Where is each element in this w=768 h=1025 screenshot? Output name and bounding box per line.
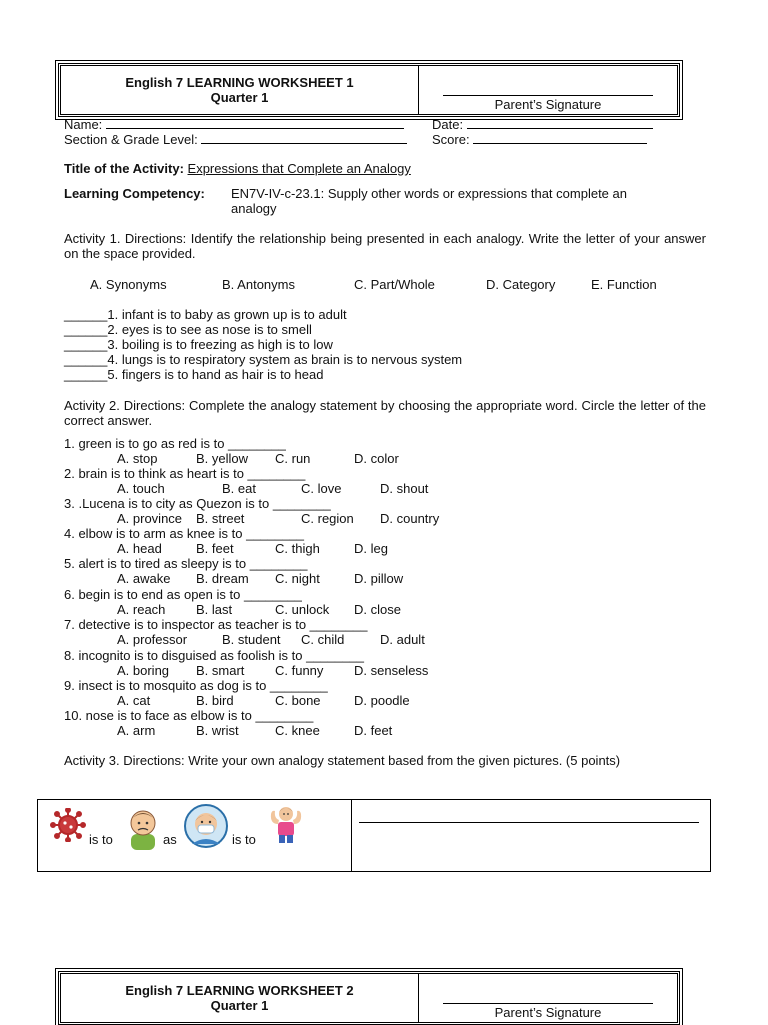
- masked-person-icon: [184, 804, 228, 848]
- option[interactable]: A. reach: [117, 602, 166, 617]
- option[interactable]: A. professor: [117, 632, 188, 647]
- section-field[interactable]: [64, 131, 407, 147]
- option[interactable]: D. feet: [354, 723, 393, 738]
- question-6: 6. begin is to end as open is to ________: [64, 587, 302, 602]
- activity1-item[interactable]: ______2. eyes is to see as nose is to smell: [64, 322, 312, 337]
- activity1-item[interactable]: ______5. fingers is to hand as hair is to head: [64, 367, 324, 382]
- competency-value-1: EN7V-IV-c-23.1: Supply other words or expressions that complete an: [231, 186, 627, 201]
- choice-e: E. Function: [591, 277, 657, 292]
- as-label: as: [163, 832, 177, 847]
- name-line[interactable]: [106, 116, 404, 129]
- option[interactable]: A. cat: [117, 693, 151, 708]
- date-line[interactable]: [467, 116, 653, 129]
- section-label: Section & Grade Level:: [64, 132, 198, 147]
- question-3: 3. .Lucena is to city as Quezon is to ________: [64, 496, 331, 511]
- choice-b: B. Antonyms: [222, 277, 295, 292]
- option[interactable]: A. awake: [117, 571, 171, 586]
- option[interactable]: C. love: [301, 481, 342, 496]
- question-10: 10. nose is to face as elbow is to ________: [64, 708, 314, 723]
- option[interactable]: B. dream: [196, 571, 249, 586]
- quarter-label: Quarter 1: [210, 90, 269, 105]
- question-1: 1. green is to go as red is to ________: [64, 436, 286, 451]
- option[interactable]: A. province: [117, 511, 183, 526]
- activity2-directions: Activity 2. Directions: Complete the analogy statement by choosing the appropriate word. Circle the letter of the correct answer.: [64, 398, 706, 428]
- activity-title-label: Title of the Activity:: [64, 161, 184, 176]
- strong-person-icon: [266, 802, 306, 844]
- option[interactable]: B. street: [196, 511, 245, 526]
- option[interactable]: C. knee: [275, 723, 320, 738]
- worksheet-title: English 7 LEARNING WORKSHEET 1: [125, 75, 354, 90]
- option[interactable]: A. boring: [117, 663, 170, 678]
- signature-label: Parent’s Signature: [494, 1005, 602, 1020]
- question-8: 8. incognito is to disguised as foolish is to ________: [64, 648, 364, 663]
- option[interactable]: C. thigh: [275, 541, 320, 556]
- score-field[interactable]: [432, 131, 647, 147]
- activity1-item[interactable]: ______1. infant is to baby as grown up is to adult: [64, 307, 347, 322]
- option[interactable]: D. adult: [380, 632, 425, 647]
- option[interactable]: D. shout: [380, 481, 429, 496]
- activity-title-value: Expressions that Complete an Analogy: [187, 161, 411, 176]
- option[interactable]: A. stop: [117, 451, 158, 466]
- activity1-item[interactable]: ______4. lungs is to respiratory system as brain is to nervous system: [64, 352, 463, 367]
- header-title-cell: [61, 66, 419, 114]
- is-to-label-2: is to: [232, 832, 256, 847]
- signature-line: [443, 95, 653, 96]
- question-2: 2. brain is to think as heart is to ________: [64, 466, 306, 481]
- competency-value-2: analogy: [231, 201, 277, 216]
- worksheet-title: English 7 LEARNING WORKSHEET 2: [125, 983, 354, 998]
- signature-line: [443, 1003, 653, 1004]
- signature-label: Parent’s Signature: [494, 97, 602, 112]
- question-9: 9. insect is to mosquito as dog is to ________: [64, 678, 328, 693]
- option[interactable]: D. leg: [354, 541, 388, 556]
- option[interactable]: B. student: [222, 632, 281, 647]
- option[interactable]: B. feet: [196, 541, 234, 556]
- option[interactable]: C. child: [301, 632, 345, 647]
- signature-cell: [419, 974, 677, 1022]
- option[interactable]: C. run: [275, 451, 311, 466]
- header-title-cell: [61, 974, 419, 1022]
- virus-icon: [50, 808, 86, 842]
- table-divider: [351, 800, 352, 871]
- worksheet-header-1: [58, 63, 680, 117]
- activity-title: [64, 161, 411, 176]
- choice-a: A. Synonyms: [90, 277, 167, 292]
- competency-label: Learning Competency:: [64, 186, 205, 201]
- option[interactable]: A. head: [117, 541, 162, 556]
- option[interactable]: C. region: [301, 511, 354, 526]
- sick-person-icon: [126, 806, 160, 850]
- option[interactable]: B. wrist: [196, 723, 239, 738]
- activity1-item[interactable]: ______3. boiling is to freezing as high is to low: [64, 337, 333, 352]
- option[interactable]: B. bird: [196, 693, 234, 708]
- option[interactable]: D. poodle: [354, 693, 410, 708]
- option[interactable]: B. last: [196, 602, 233, 617]
- activity1-directions: Activity 1. Directions: Identify the relationship being presented in each analogy. Write the letter of your answer on the space provided.: [64, 231, 706, 261]
- option[interactable]: D. senseless: [354, 663, 429, 678]
- choice-d: D. Category: [486, 277, 556, 292]
- quarter-label: Quarter 1: [210, 998, 269, 1013]
- option[interactable]: C. bone: [275, 693, 321, 708]
- option[interactable]: C. night: [275, 571, 320, 586]
- activity3-directions: Activity 3. Directions: Write your own analogy statement based from the given pictures. (5 points): [64, 753, 621, 768]
- option[interactable]: D. close: [354, 602, 401, 617]
- option[interactable]: D. country: [380, 511, 440, 526]
- is-to-label-1: is to: [89, 832, 113, 847]
- score-line[interactable]: [473, 131, 647, 144]
- option[interactable]: A. touch: [117, 481, 165, 496]
- option[interactable]: B. smart: [196, 663, 245, 678]
- date-field[interactable]: [432, 116, 653, 132]
- score-label: Score:: [432, 132, 470, 147]
- option[interactable]: D. pillow: [354, 571, 404, 586]
- option[interactable]: B. yellow: [196, 451, 249, 466]
- option[interactable]: A. arm: [117, 723, 156, 738]
- question-4: 4. elbow is to arm as knee is to ________: [64, 526, 304, 541]
- section-line[interactable]: [201, 131, 407, 144]
- name-field[interactable]: [64, 116, 404, 132]
- question-7: 7. detective is to inspector as teacher is to ________: [64, 617, 368, 632]
- option[interactable]: C. unlock: [275, 602, 330, 617]
- worksheet-header-2: [58, 971, 680, 1025]
- question-5: 5. alert is to tired as sleepy is to ________: [64, 556, 308, 571]
- option[interactable]: D. color: [354, 451, 399, 466]
- date-label: Date:: [432, 117, 464, 132]
- answer-line[interactable]: [359, 822, 699, 823]
- activity3-table: [37, 799, 711, 872]
- name-label: Name:: [64, 117, 103, 132]
- option[interactable]: C. funny: [275, 663, 324, 678]
- option[interactable]: B. eat: [222, 481, 256, 496]
- choice-c: C. Part/Whole: [354, 277, 435, 292]
- signature-cell: [419, 66, 677, 114]
